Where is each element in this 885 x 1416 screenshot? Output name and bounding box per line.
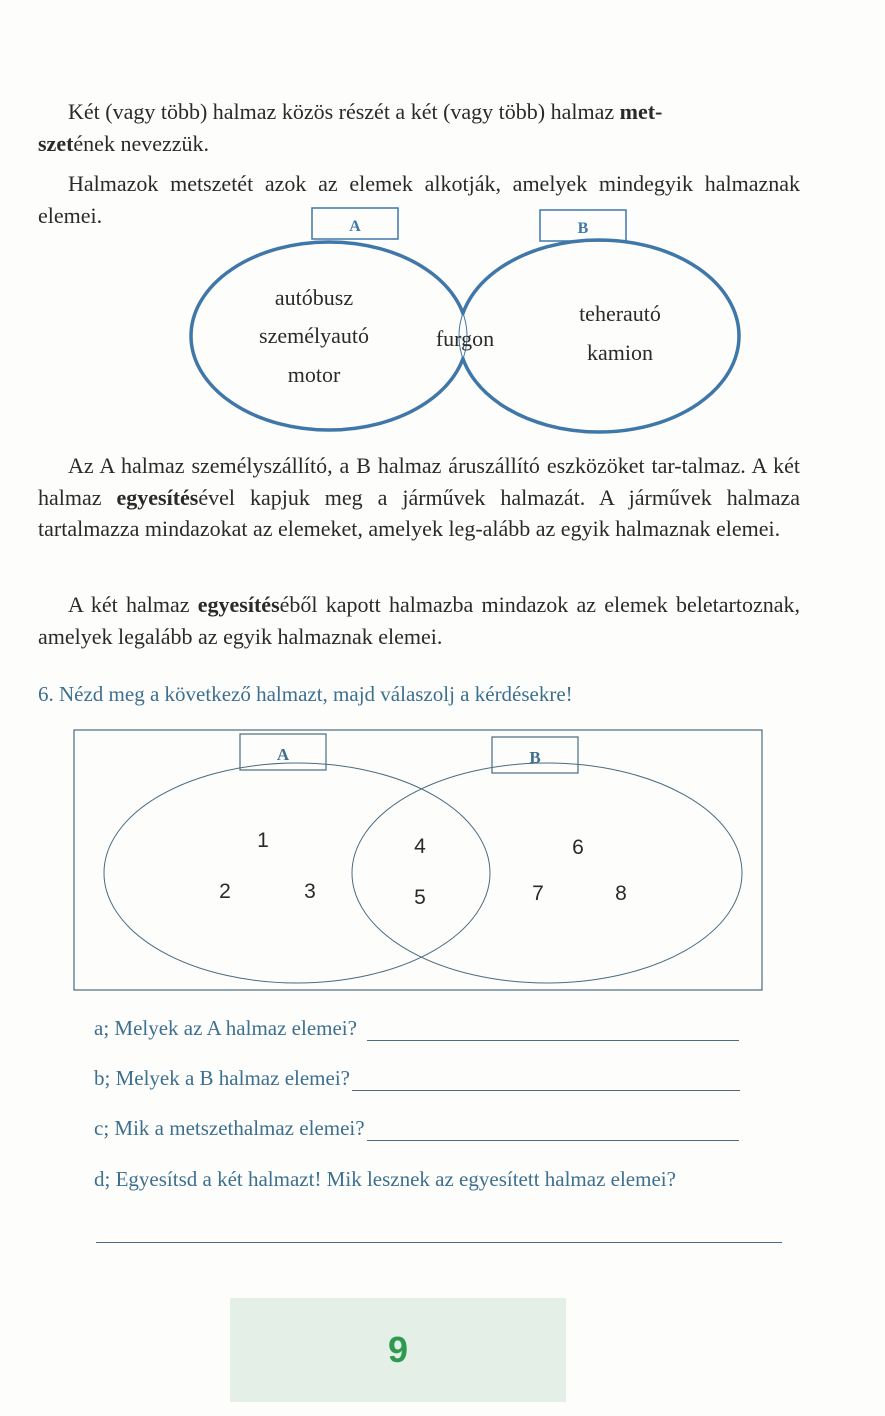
element-6: 6: [572, 836, 584, 859]
answer-field-c[interactable]: [367, 1120, 739, 1141]
page-number-box: [230, 1298, 566, 1402]
element-5: 5: [414, 886, 426, 909]
set-a-item: személyautó: [259, 323, 369, 348]
task-title: 6. Nézd meg a következő halmazt, majd válaszolj a kérdésekre!: [38, 682, 573, 706]
set-b-label: B: [529, 748, 541, 767]
question-c: c; Mik a metszethalmaz elemei?: [94, 1116, 739, 1141]
set-b-ellipse: [352, 763, 742, 983]
set-b-ellipse: [459, 240, 739, 432]
set-b-item: kamion: [587, 340, 653, 365]
question-d: d; Egyesítsd a két halmazt! Mik lesznek az egyesített halmaz elemei?: [94, 1167, 676, 1191]
definition-intersection: Két (vagy több) halmaz közös részét a két (vagy több) halmaz met- szetének nevezzük.: [38, 99, 663, 156]
set-b-item: teherautó: [579, 301, 661, 326]
universal-set-frame: [74, 730, 762, 990]
set-a-label: A: [349, 218, 361, 235]
set-b-label: B: [577, 220, 589, 237]
intersection-explanation: Halmazok metszetét azok az elemek alkotják, amelyek mindegyik halmaznak elemei.: [38, 171, 800, 228]
answer-field-d[interactable]: [96, 1242, 782, 1243]
venn-diagram-numbers: [0, 720, 885, 1000]
element-1: 1: [257, 829, 269, 852]
page-number: 9: [387, 1329, 409, 1370]
union-explanation: Az A halmaz személyszállító, a B halmaz áruszállító eszközöket tar-talmaz. A két halmaz egyesítésével kapjuk meg a járművek halmazát. A járművek halmaza tartalmazza mindazokat az elemeket, amelyek leg-alább az egyik halmaznak elemei.: [38, 453, 800, 541]
element-7: 7: [532, 882, 544, 905]
answer-field-b[interactable]: [352, 1070, 740, 1091]
element-4: 4: [414, 835, 426, 858]
question-a: a; Melyek az A halmaz elemei?: [94, 1016, 739, 1041]
element-3: 3: [304, 880, 316, 903]
intersection-item: furgon: [435, 326, 495, 351]
element-8: 8: [615, 882, 627, 905]
set-a-item: autóbusz: [274, 285, 354, 310]
question-b: b; Melyek a B halmaz elemei?: [94, 1066, 740, 1091]
definition-union: A két halmaz egyesítéséből kapott halmazba mindazok az elemek beletartoznak, amelyek legalább az egyik halmaznak elemei.: [38, 592, 800, 649]
venn-diagram-vehicles: [0, 0, 885, 450]
set-a-item: motor: [287, 362, 341, 387]
set-a-ellipse: [104, 763, 490, 983]
answer-field-a[interactable]: [367, 1020, 739, 1041]
element-2: 2: [219, 880, 231, 903]
set-a-label: A: [276, 745, 290, 764]
